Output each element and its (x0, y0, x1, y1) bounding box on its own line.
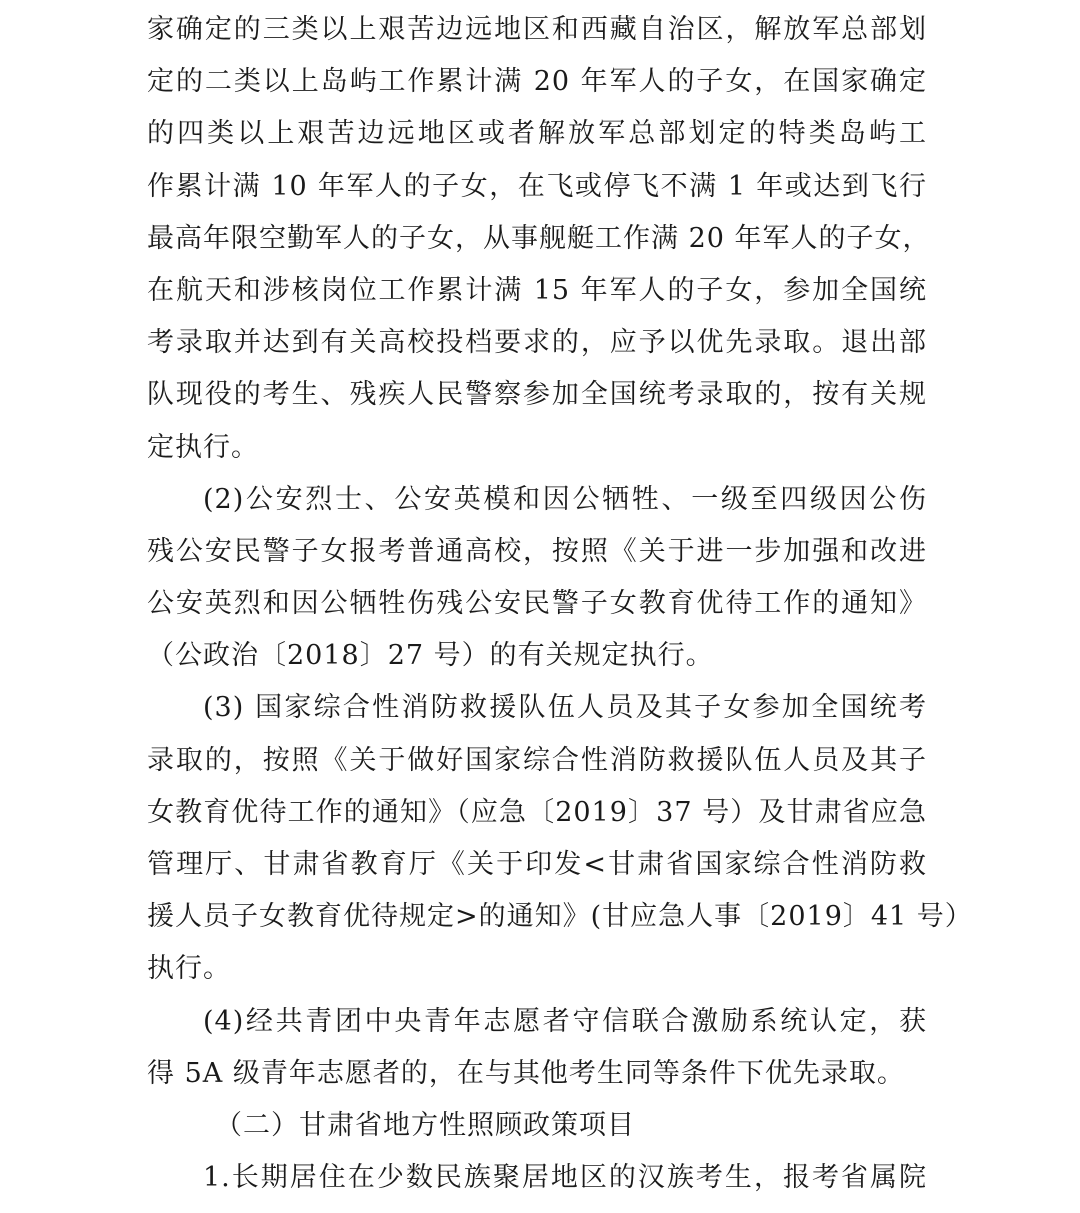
text-line: 作累计满 10 年军人的子女，在飞或停飞不满 1 年或达到飞行 (147, 170, 927, 202)
text-line: 得 5A 级青年志愿者的，在与其他考生同等条件下优先录取。 (147, 1057, 905, 1089)
text-line: 女教育优待工作的通知》（应急〔2019〕37 号）及甘肃省应急 (147, 796, 927, 828)
paragraph-policy-1 (147, 1152, 927, 1204)
document-page (147, 4, 973, 1204)
text-line: 管理厅、甘肃省教育厅《关于印发<甘肃省国家综合性消防救 (147, 849, 927, 880)
text-line: 定执行。 (147, 431, 259, 463)
text-line: 家确定的三类以上艰苦边远地区和西藏自治区，解放军总部划 (147, 14, 927, 45)
section-heading-block (147, 1100, 927, 1152)
text-line: (2)公安烈士、公安英模和因公牺牲、一级至四级因公伤 (203, 483, 927, 515)
text-line: 残公安民警子女报考普通高校，按照《关于进一步加强和改进 (147, 535, 927, 567)
paragraph-item-3 (147, 682, 973, 995)
section-heading: （二）甘肃省地方性照顾政策项目 (215, 1109, 635, 1141)
text-line: 队现役的考生、残疾人民警察参加全国统考录取的，按有关规 (147, 379, 927, 411)
paragraph-item-2 (147, 474, 927, 683)
text-line: 最高年限空勤军人的子女，从事舰艇工作满 20 年军人的子女， (147, 222, 931, 254)
text-line: 考录取并达到有关高校投档要求的，应予以优先录取。退出部 (147, 327, 927, 359)
text-line: 1.长期居住在少数民族聚居地区的汉族考生，报考省属院 (203, 1162, 927, 1194)
paragraph-item-4 (147, 996, 927, 1100)
text-line: （公政治〔2018〕27 号）的有关规定执行。 (147, 640, 714, 672)
text-line: 的四类以上艰苦边远地区或者解放军总部划定的特类岛屿工 (147, 118, 927, 150)
text-line: 执行。 (147, 953, 231, 985)
paragraph-continuation (147, 4, 931, 474)
text-line: (4)经共青团中央青年志愿者守信联合激励系统认定，获 (203, 1005, 927, 1037)
text-line: 定的二类以上岛屿工作累计满 20 年军人的子女，在国家确定 (147, 66, 927, 98)
text-line: 援人员子女教育优待规定>的通知》(甘应急人事〔2019〕41 号） (147, 901, 973, 933)
text-line: (3) 国家综合性消防救援队伍人员及其子女参加全国统考 (203, 692, 927, 724)
text-line: 公安英烈和因公牺牲伤残公安民警子女教育优待工作的通知》 (147, 588, 927, 620)
text-line: 在航天和涉核岗位工作累计满 15 年军人的子女，参加全国统 (147, 274, 927, 306)
text-line: 录取的，按照《关于做好国家综合性消防救援队伍人员及其子 (147, 744, 927, 776)
